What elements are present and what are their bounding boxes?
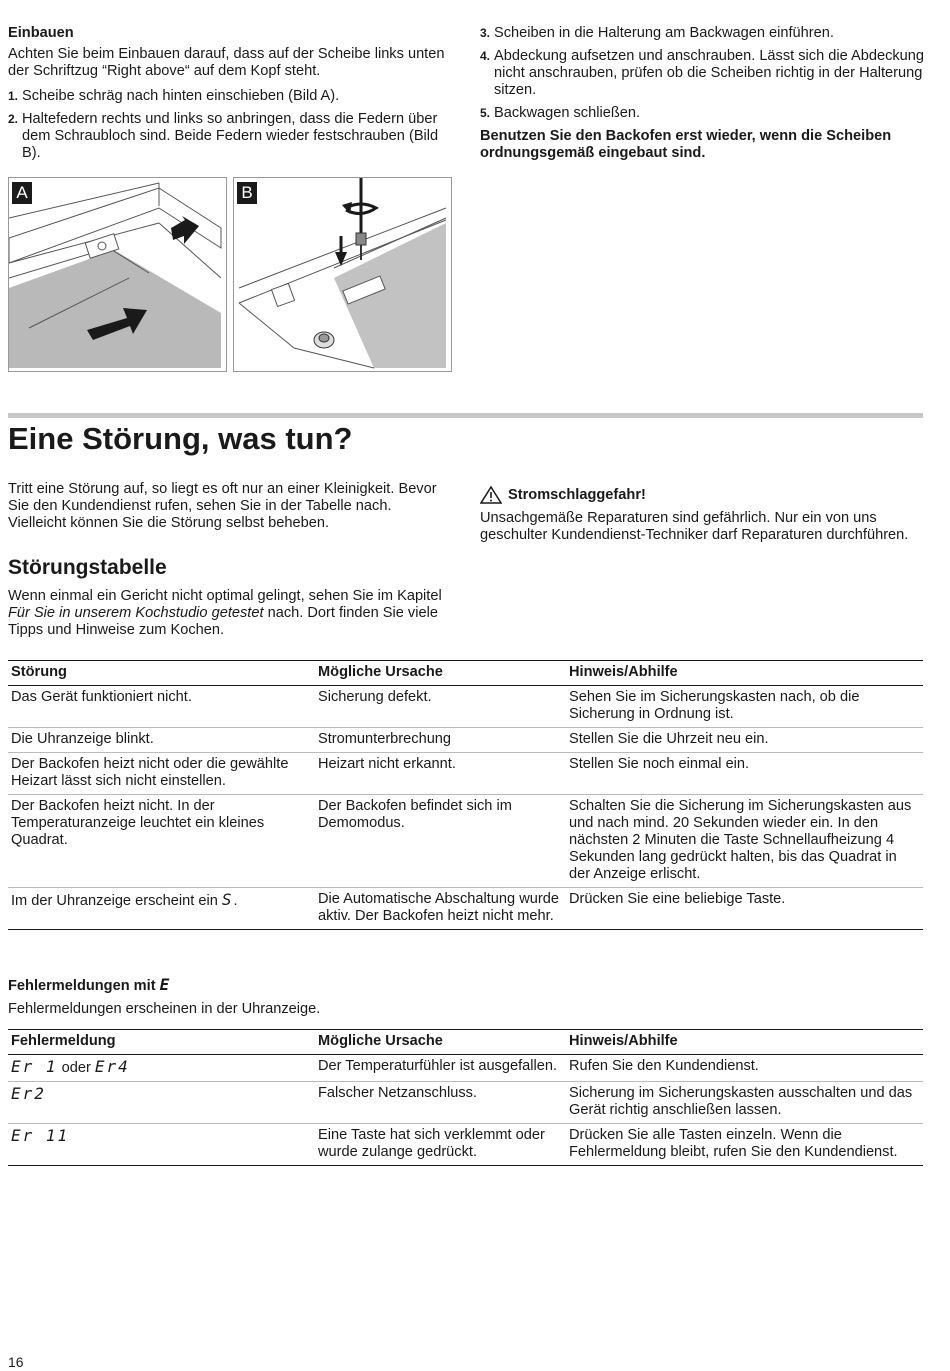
table-cell: Die Uhranzeige blinkt. bbox=[11, 731, 154, 747]
step-number: 2. bbox=[8, 112, 19, 126]
table-cell: Sicherung defekt. bbox=[318, 689, 432, 705]
cell-text: Im der Uhranzeige erscheint ein bbox=[11, 893, 222, 909]
step-text: Haltefedern rechts und links so anbringen, dass die Federn über dem Schraubloch sind. Beide Federn wieder festschrauben (Bild B). bbox=[22, 111, 439, 161]
step-number: 3. bbox=[480, 26, 491, 40]
table-row bbox=[8, 686, 923, 728]
trouble-title: Eine Störung, was tun? bbox=[8, 421, 353, 456]
table-cell: Der Temperaturfühler ist ausgefallen. bbox=[318, 1058, 558, 1074]
table-cell: Das Gerät funktioniert nicht. bbox=[11, 689, 192, 705]
page-number: 16 bbox=[8, 1354, 24, 1370]
trouble-intro: Tritt eine Störung auf, so liegt es oft nur an einer Kleinigkeit. Bevor Sie den Kundendienst rufen, sehen Sie in der Tabelle nach. Vielleicht können Sie die Störung selbst beheben. bbox=[8, 481, 437, 531]
step-text: Scheiben in die Halterung am Backwagen einführen. bbox=[494, 25, 834, 41]
table-cell: Drücken Sie eine beliebige Taste. bbox=[569, 891, 786, 907]
install-warning: Benutzen Sie den Backofen erst wieder, wenn die Scheiben ordnungsgemäß eingebaut sind. bbox=[480, 128, 892, 161]
figure-a-label: A bbox=[12, 182, 32, 204]
table-row bbox=[8, 728, 923, 753]
table-cell: Stellen Sie die Uhrzeit neu ein. bbox=[569, 731, 769, 747]
table-cell: Der Backofen heizt nicht oder die gewählte Heizart lässt sich nicht einstellen. bbox=[11, 756, 289, 789]
figure-b-label: B bbox=[237, 182, 257, 204]
install-steps-right bbox=[480, 25, 925, 122]
warning-triangle-icon bbox=[480, 486, 502, 504]
install-intro: Achten Sie beim Einbauen darauf, dass auf der Scheibe links unten der Schriftzug “Right above“ auf dem Kopf steht. bbox=[8, 46, 445, 79]
table-row bbox=[8, 1055, 923, 1082]
table-cell bbox=[8, 888, 315, 930]
step-number: 4. bbox=[480, 49, 491, 63]
error-code: Er2 bbox=[11, 1084, 46, 1103]
code-separator: oder bbox=[61, 1060, 91, 1076]
chapter-reference: Für Sie in unserem Kochstudio getestet bbox=[8, 605, 264, 621]
table-cell: Heizart nicht erkannt. bbox=[318, 756, 456, 772]
table-row bbox=[8, 1082, 923, 1124]
column-header: Mögliche Ursache bbox=[318, 1033, 443, 1049]
fault-table bbox=[8, 660, 923, 930]
column-header: Hinweis/Abhilfe bbox=[569, 1033, 678, 1049]
table-cell: Der Backofen befindet sich im Demomodus. bbox=[318, 798, 512, 831]
figure-a bbox=[8, 177, 227, 372]
danger-header bbox=[480, 486, 925, 504]
figure-a-illustration bbox=[9, 178, 226, 371]
step-item bbox=[480, 25, 925, 42]
table-heading: Störungstabelle bbox=[8, 556, 167, 579]
install-left-column bbox=[8, 25, 460, 168]
table-cell: Die Automatische Abschaltung wurde aktiv. Der Backofen heizt nicht mehr. bbox=[318, 891, 559, 924]
table-cell: Stromunterbrechung bbox=[318, 731, 452, 747]
table-row bbox=[8, 753, 923, 795]
table-intro bbox=[8, 588, 448, 639]
column-header: Hinweis/Abhilfe bbox=[569, 664, 678, 680]
error-code: Er4 bbox=[94, 1057, 130, 1076]
install-steps-left bbox=[8, 88, 460, 162]
step-number: 5. bbox=[480, 106, 491, 120]
column-header: Fehlermeldung bbox=[11, 1033, 116, 1049]
table-cell: Eine Taste hat sich verklemmt oder wurde zulange gedrückt. bbox=[318, 1127, 545, 1160]
figure-b bbox=[233, 177, 452, 372]
error-code: Er 1 bbox=[11, 1057, 58, 1076]
danger-text: Unsachgemäße Reparaturen sind gefährlich. Nur ein von uns geschulter Kundendienst-Techniker darf Reparaturen durchführen. bbox=[480, 510, 909, 543]
table-cell bbox=[8, 1055, 315, 1082]
column-header: Störung bbox=[11, 664, 67, 680]
error-heading bbox=[8, 976, 608, 995]
error-table bbox=[8, 1029, 923, 1166]
step-item bbox=[480, 48, 925, 99]
table-cell: Rufen Sie den Kundendienst. bbox=[569, 1058, 759, 1074]
column-header: Mögliche Ursache bbox=[318, 664, 443, 680]
table-cell: Der Backofen heizt nicht. In der Temperaturanzeige leuchtet ein kleines Quadrat. bbox=[11, 798, 265, 848]
table-cell bbox=[8, 1082, 315, 1124]
step-item bbox=[480, 105, 925, 122]
table-cell: Falscher Netzanschluss. bbox=[318, 1085, 477, 1101]
step-item bbox=[8, 88, 460, 105]
table-row bbox=[8, 1124, 923, 1166]
table-cell bbox=[8, 1124, 315, 1166]
danger-title: Stromschlaggefahr! bbox=[508, 486, 646, 503]
table-row bbox=[8, 888, 923, 930]
error-symbol: E bbox=[159, 975, 172, 994]
install-right-column bbox=[480, 25, 925, 162]
cell-text-suffix: . bbox=[233, 893, 238, 909]
table-header-row bbox=[8, 1030, 923, 1055]
step-text: Scheibe schräg nach hinten einschieben (Bild A). bbox=[22, 88, 340, 104]
error-heading-text: Fehlermeldungen mit bbox=[8, 978, 156, 994]
table-cell: Sehen Sie im Sicherungskasten nach, ob die Sicherung in Ordnung ist. bbox=[569, 689, 860, 722]
danger-notice bbox=[480, 486, 925, 544]
error-intro: Fehlermeldungen erscheinen in der Uhranzeige. bbox=[8, 1001, 321, 1017]
table-intro-text-end: nach. Dort finden Sie viele Tipps und Hinweise zum Kochen. bbox=[8, 605, 438, 638]
figure-b-illustration bbox=[234, 178, 451, 371]
error-code: Er 11 bbox=[11, 1126, 70, 1145]
table-row bbox=[8, 795, 923, 888]
step-item bbox=[8, 111, 460, 162]
install-heading: Einbauen bbox=[8, 25, 74, 41]
table-cell: Sicherung im Sicherungskasten ausschalten und das Gerät richtig anschließen lassen. bbox=[569, 1085, 913, 1118]
table-intro-text: Wenn einmal ein Gericht nicht optimal gelingt, sehen Sie im Kapitel bbox=[8, 588, 442, 604]
table-header-row bbox=[8, 661, 923, 686]
step-text: Backwagen schließen. bbox=[494, 105, 641, 121]
step-text: Abdeckung aufsetzen und anschrauben. Lässt sich die Abdeckung nicht anschrauben, prüfen ob die Scheiben richtig in der Halterung sitzen. bbox=[494, 48, 925, 98]
table-cell: Schalten Sie die Sicherung im Sicherungskasten aus und nach mind. 20 Sekunden wieder ein. In den nächsten 2 Minuten die Taste Schnellaufheizung 4 Sekunden lang gedrückt halten, bis das Quadrat in der Anzeige erlischt. bbox=[569, 798, 912, 882]
section-divider bbox=[8, 413, 923, 418]
table-cell: Stellen Sie noch einmal ein. bbox=[569, 756, 750, 772]
step-number: 1. bbox=[8, 89, 19, 103]
table-cell: Drücken Sie alle Tasten einzeln. Wenn die Fehlermeldung bleibt, rufen Sie den Kundendienst. bbox=[569, 1127, 898, 1160]
display-symbol: S bbox=[221, 890, 234, 909]
